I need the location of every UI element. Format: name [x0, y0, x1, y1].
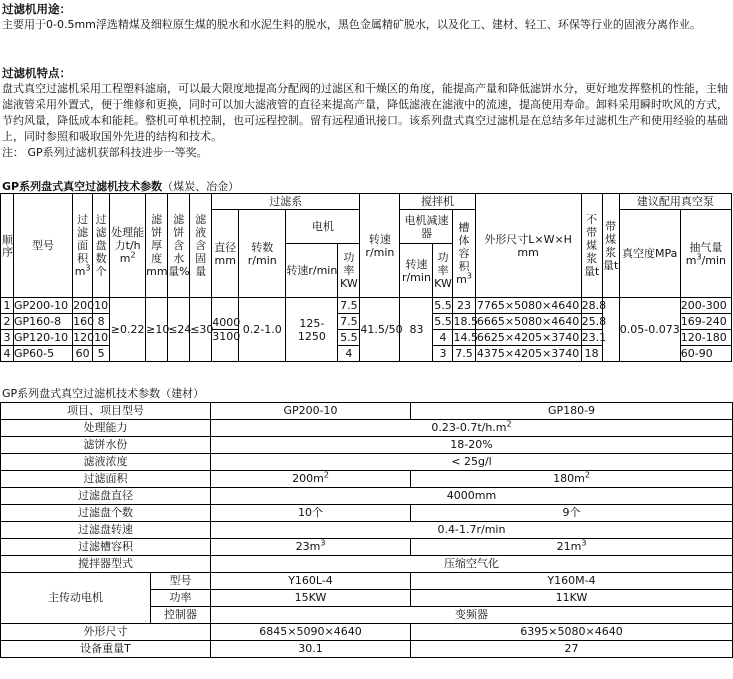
t2-dims-c2: 6395×5080×4640	[411, 624, 733, 641]
t2-dims-c1: 6845×5090×4640	[211, 624, 411, 641]
t2-discs-label: 过滤盘个数	[1, 505, 211, 522]
t2-motor-model-c2: Y160M-4	[411, 573, 733, 590]
cell-weight: 18	[581, 346, 602, 362]
cell-solids: ≤30	[190, 298, 212, 362]
cell-motor-power: 5.5	[338, 330, 360, 346]
t2-area-c1-sup: 2	[323, 470, 329, 480]
cell-area: 200	[73, 299, 95, 312]
cell-suction: 120-180	[680, 330, 731, 346]
cell-area: 120	[73, 331, 95, 344]
t2-agitator-value: 压缩空气化	[211, 556, 733, 573]
th-area-text: 过滤面积m	[74, 213, 89, 278]
t2-tank-c2	[411, 539, 733, 556]
t2-concentration-label: 滤液浓度	[1, 454, 211, 471]
cell-discs: 8	[93, 314, 110, 330]
th-speed: 转数r/min	[239, 210, 286, 298]
table-row	[1, 556, 733, 573]
cell-tank: 18.5	[453, 315, 478, 328]
t2-moisture-label: 滤饼水份	[1, 437, 211, 454]
t2-capacity-value	[211, 420, 733, 437]
cell-thickness: ≥10	[146, 298, 168, 362]
cell-tank: 23	[453, 298, 475, 314]
th-motor: 电机	[286, 210, 360, 244]
t2-diameter-label: 过滤盘直径	[1, 488, 211, 505]
t2-agitator-label: 搅拌器型式	[1, 556, 211, 573]
cell-tank: 14.5	[453, 331, 478, 344]
th-tank-unit: 3	[466, 271, 472, 281]
table-row	[1, 505, 733, 522]
t2-capacity-sup: 2	[506, 419, 512, 429]
th-seq: 顺序	[1, 194, 14, 298]
table1-title-sub: （煤炭、冶金）	[162, 180, 240, 193]
t2-area-c2-sup: 2	[584, 470, 590, 480]
cell-discs: 5	[93, 346, 110, 362]
t2-speed-label: 过滤盘转速	[1, 522, 211, 539]
table-row	[1, 573, 733, 590]
th-reducer: 电机减速器	[400, 210, 453, 244]
th-reducer-power: 功率KW	[433, 244, 453, 298]
t2-area-c1-text: 200m	[292, 472, 324, 485]
table-row	[1, 488, 733, 505]
t2-header-label: 项目、项目型号	[1, 403, 211, 420]
th-suction	[680, 210, 731, 298]
t2-area-c2	[411, 471, 733, 488]
t2-motor-power-c2: 11KW	[411, 590, 733, 607]
th-tank-text: 槽体容积m	[456, 221, 470, 286]
features-heading: 过滤机特点：	[2, 66, 71, 80]
cell-moisture: ≤24	[168, 298, 190, 362]
th-agitator: 搅拌机	[400, 194, 475, 210]
cell-motor-power: 7.5	[338, 314, 360, 330]
th-suction-tail: /min	[701, 253, 727, 267]
th-diameter: 直径mm	[212, 210, 239, 298]
th-capacity-text: 处理能力t/h m	[111, 226, 145, 265]
t2-header-c2: GP180-9	[411, 403, 733, 420]
cell-motor-power: 7.5	[338, 298, 360, 314]
th-pump: 建议配用真空泵	[619, 194, 731, 210]
cell-reducer-speed: 83	[400, 298, 433, 362]
t2-area-label: 过滤面积	[1, 471, 211, 488]
features-note: 注： GP系列过滤机获部科技进步一等奖。	[2, 146, 208, 159]
cell-weight: 25.8	[581, 315, 607, 328]
th-dims: 外形尺寸L×W×H mm	[475, 194, 581, 298]
usage-text: 主要用于0-0.5mm浮选精煤及细粒原生煤的脱水和水泥生料的脱水，黑色金属精矿脱水，以及化工、建材、轻工、环保等行业的固液分离作业。	[2, 18, 701, 31]
cell-seq: 4	[1, 346, 14, 362]
cell-seq: 3	[1, 330, 14, 346]
cell-motor-power: 4	[338, 346, 360, 362]
th-reducer-speed: 转速r/min	[400, 244, 433, 298]
t2-motor-ctrl-value: 变频器	[211, 607, 733, 624]
cell-model: GP200-10	[14, 298, 73, 314]
t2-moisture-value: 18-20%	[211, 437, 733, 454]
t2-header-c1: GP200-10	[211, 403, 411, 420]
t2-speed-value: 0.4-1.7r/min	[211, 522, 733, 539]
table-row	[1, 522, 733, 539]
th-rot-speed: 转速r/min	[360, 194, 400, 298]
t2-diameter-value: 4000mm	[211, 488, 733, 505]
th-vacuum: 真空度MPa	[619, 210, 680, 298]
cell-seq: 1	[1, 298, 14, 314]
cell-model: GP160-8	[14, 314, 73, 330]
t2-tank-c2-sup: 3	[581, 538, 587, 548]
cell-dims: 7765×5080×4640	[476, 299, 580, 312]
cell-vacuum: 0.05-0.073	[619, 298, 680, 362]
t2-capacity-text: 0.23-0.7t/h.m	[431, 421, 507, 434]
table2-title: GP系列盘式真空过滤机技术参数（建材）	[2, 387, 205, 400]
table-row	[1, 471, 733, 488]
t2-tank-label: 过滤槽容积	[1, 539, 211, 556]
t2-dims-label: 外形尺寸	[1, 624, 211, 641]
t2-motor-model-label: 型号	[151, 573, 211, 590]
t2-tank-c1	[211, 539, 411, 556]
t2-concentration-value: < 25g/l	[211, 454, 733, 471]
th-area	[73, 194, 93, 298]
table1-title	[2, 178, 239, 194]
cell-reducer-power: 5.5	[434, 315, 452, 328]
table-row	[1, 539, 733, 556]
table-row	[1, 403, 733, 420]
th-capacity-unit: 2	[130, 250, 136, 260]
table1-title-main: GP系列盘式真空过滤机技术参数	[2, 180, 163, 193]
cell-weight: 23.1	[581, 331, 607, 344]
t2-area-c1	[211, 471, 411, 488]
th-area-unit: 3	[85, 263, 91, 273]
t2-motor-label: 主传动电机	[1, 573, 151, 624]
t2-tank-c2-text: 21m	[556, 540, 582, 553]
cell-rot-speed: 41.5/50	[360, 298, 400, 362]
cell-suction: 60-90	[680, 346, 731, 362]
cell-capacity: ≥0.22	[110, 298, 146, 362]
t2-tank-c1-sup: 3	[320, 538, 326, 548]
spec-table-coal	[0, 193, 732, 362]
t2-capacity-label: 处理能力	[1, 420, 211, 437]
th-suction-unit: 3	[696, 251, 702, 261]
cell-discs: 10	[94, 299, 109, 312]
t2-discs-c2: 9个	[411, 505, 733, 522]
cell-suction: 169-240	[680, 314, 731, 330]
th-thickness: 滤饼厚度mm	[146, 194, 168, 298]
table-row	[1, 420, 733, 437]
th-model: 型号	[14, 194, 73, 298]
th-motor-speed: 转速r/min	[286, 244, 338, 298]
cell-model: GP120-10	[14, 330, 73, 346]
cell-discs: 10	[94, 331, 109, 344]
table-row	[1, 454, 733, 471]
th-filter-system: 过滤系	[212, 194, 360, 210]
th-capacity	[110, 194, 146, 298]
table-row	[1, 437, 733, 454]
features-section	[2, 66, 730, 161]
t2-weight-c1: 30.1	[211, 641, 411, 658]
cell-suction: 200-300	[680, 298, 731, 314]
cell-tank: 7.5	[453, 346, 475, 362]
th-weight-slurry: 带煤浆量t	[602, 194, 619, 298]
spec-table-building	[0, 402, 733, 658]
t2-area-c2-text: 180m	[553, 472, 585, 485]
cell-dims: 6665×5080×4640	[476, 315, 580, 328]
t2-motor-model-c1: Y160L-4	[211, 573, 411, 590]
cell-motor-speed: 125-1250	[286, 298, 338, 362]
th-suction-text: 抽气量m	[685, 240, 723, 267]
usage-heading: 过滤机用途：	[2, 2, 71, 16]
table-row	[1, 298, 732, 314]
cell-reducer-power: 5.5	[434, 299, 452, 312]
th-moisture: 滤饼含水量%	[168, 194, 190, 298]
th-discs: 过滤盘数个	[93, 194, 110, 298]
t2-tank-c1-text: 23m	[295, 540, 321, 553]
cell-dims: 4375×4205×3740	[476, 347, 580, 360]
th-weight-no-slurry: 不带煤浆量t	[581, 194, 602, 298]
th-tank	[453, 210, 475, 298]
t2-motor-power-c1: 15KW	[211, 590, 411, 607]
cell-diameter-a: 4000	[212, 298, 239, 330]
t2-weight-c2: 27	[411, 641, 733, 658]
th-motor-power: 功率KW	[338, 244, 360, 298]
cell-reducer-power: 3	[433, 346, 453, 362]
cell-dims: 6625×4205×3740	[476, 331, 580, 344]
cell-speed: 0.2-1.0	[239, 298, 286, 362]
cell-seq: 2	[1, 314, 14, 330]
t2-motor-power-label: 功率	[151, 590, 211, 607]
table-row	[1, 624, 733, 641]
cell-area: 60	[73, 346, 93, 362]
cell-reducer-power: 4	[433, 330, 453, 346]
cell-diameter-b: 3100	[212, 330, 239, 362]
t2-discs-c1: 10个	[211, 505, 411, 522]
t2-weight-label: 设备重量T	[1, 641, 211, 658]
cell-weight: 28.8	[581, 299, 607, 312]
features-text: 盘式真空过滤机采用工程塑料滤扇，可以最大限度地提高分配阀的过滤区和干燥区的角度，能提高产量和降低滤饼水分，更好地发挥整机的性能，主轴滤液管采用外置式，便于维修和更换，同时可以加大滤液管的直径来提高产量，降低滤液在滤液中的流速，提高使用寿命。卸料采用瞬时吹风的方式，节约风量，降低成本和能耗。整机可单机控制，也可远程控制。留有远程通讯接口。该系列盘式真空过滤机是在总结多年过滤机生产和使用经验的基础上，同时参照和吸取国外先进的结构和技术。	[2, 82, 728, 143]
table-row	[1, 641, 733, 658]
cell-model: GP60-5	[14, 346, 73, 362]
t2-motor-ctrl-label: 控制器	[151, 607, 211, 624]
usage-section	[2, 2, 730, 33]
th-solids: 滤液含固量	[190, 194, 212, 298]
cell-area: 160	[73, 315, 95, 328]
